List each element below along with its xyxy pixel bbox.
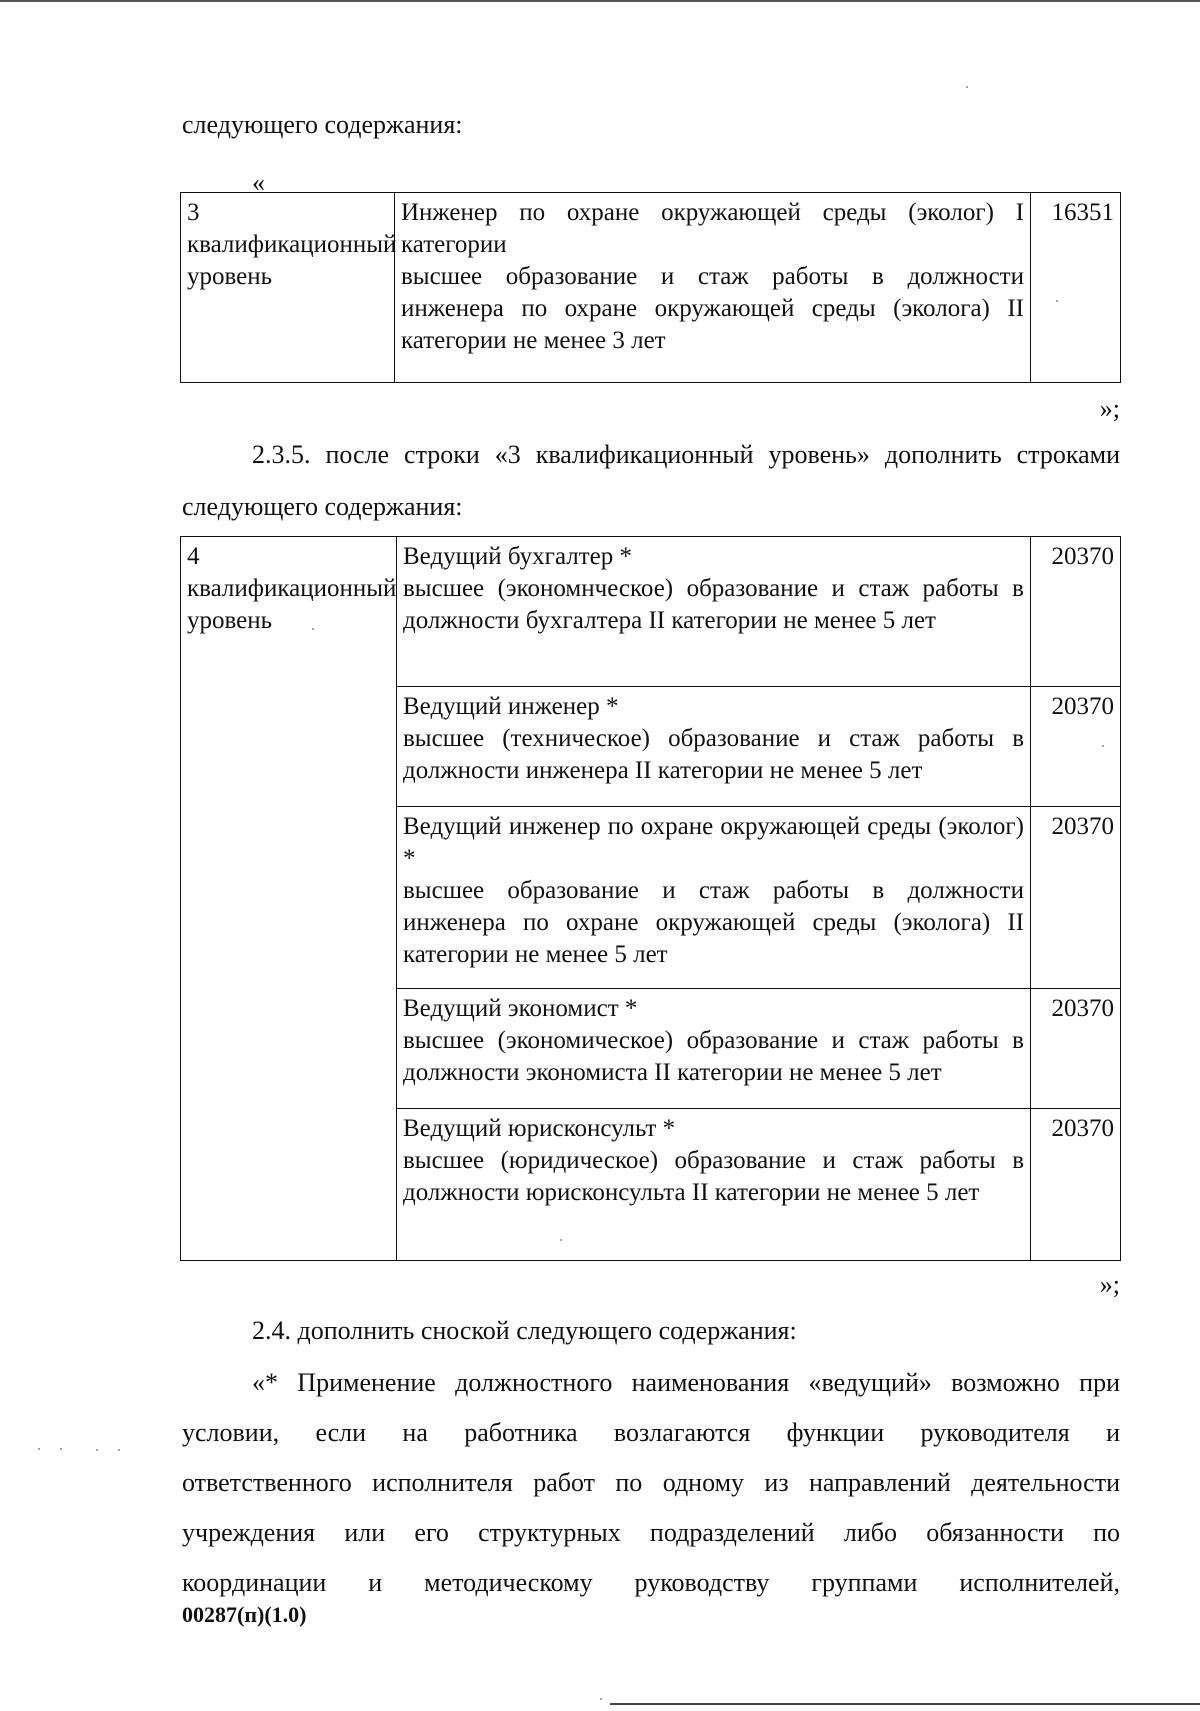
footnote-line: учреждения или его структурных подразделений либо обязанности по	[182, 1518, 1120, 1547]
document-code: 00287(п)(1.0)	[182, 1602, 307, 1627]
scan-speck	[96, 1449, 98, 1451]
position-title: Ведущий инженер по охране окружающей среды (эколог) *	[403, 813, 1024, 872]
scan-speck	[60, 1448, 62, 1450]
position-cell	[397, 807, 1031, 989]
close-quote-1: »;	[1099, 394, 1120, 423]
salary-cell: 20370	[1031, 989, 1121, 1109]
scan-speck	[1056, 300, 1058, 302]
position-title: Ведущий экономист *	[403, 995, 638, 1022]
salary-cell: 20370	[1031, 807, 1121, 989]
top-scan-rule	[0, 0, 1200, 2]
scan-speck	[312, 628, 314, 630]
section-235-line1: 2.3.5. после строки «3 квалификационный уровень» дополнить строками	[252, 440, 1120, 469]
position-title: Ведущий юрисконсульт *	[403, 1115, 676, 1142]
scan-speck	[1102, 745, 1104, 747]
open-quote: «	[252, 168, 265, 197]
position-cell	[397, 989, 1031, 1109]
position-requirement: высшее (экономическое) образование и стаж работы в должности экономиста II категории не менее 5 лет	[403, 1027, 1024, 1086]
position-cell	[397, 537, 1031, 687]
position-cell	[395, 193, 1031, 383]
salary-cell: 20370	[1031, 537, 1121, 687]
table-level-3	[180, 192, 1121, 383]
intro-line: следующего содержания:	[182, 110, 463, 139]
table-row	[181, 193, 1121, 383]
table-row	[181, 537, 1121, 687]
position-requirement: высшее образование и стаж работы в должности инженера по охране окружающей среды (эколога) II категории не менее 5 лет	[403, 877, 1024, 968]
section-24-heading: 2.4. дополнить сноской следующего содержания:	[252, 1316, 797, 1345]
section-235-line2: следующего содержания:	[182, 492, 463, 521]
position-cell	[397, 687, 1031, 807]
position-requirement: высшее (техническое) образование и стаж работы в должности инженера II категории не менее 5 лет	[403, 725, 1024, 784]
footnote-line: «* Применение должностного наименования «ведущий» возможно при	[252, 1368, 1120, 1397]
bottom-scan-rule	[610, 1703, 1200, 1705]
scan-speck	[118, 1449, 120, 1451]
scan-speck	[560, 1239, 562, 1241]
salary-cell: 20370	[1031, 687, 1121, 807]
scan-speck	[38, 1448, 40, 1450]
position-requirement: высшее (юридическое) образование и стаж работы в должности юрисконсульта II категории не менее 5 лет	[403, 1147, 1024, 1206]
close-quote-2: »;	[1099, 1270, 1120, 1299]
salary-cell: 16351	[1031, 193, 1121, 383]
position-title: Инженер по охране окружающей среды (эколог) I категории	[401, 199, 1024, 258]
footnote-line: координации и методическому руководству группами исполнителей,	[182, 1568, 1120, 1597]
level-cell: 4 квалификационный уровень	[181, 537, 397, 1261]
position-requirement: высшее (экономнческое) образование и стаж работы в должности бухгалтера II категории не менее 5 лет	[403, 575, 1024, 634]
position-title: Ведущий инженер *	[403, 693, 619, 720]
footnote-line: условии, если на работника возлагаются функции руководителя и	[182, 1418, 1120, 1447]
scan-speck	[600, 1698, 602, 1700]
table-level-4	[180, 536, 1121, 1261]
footnote-line: ответственного исполнителя работ по одному из направлений деятельности	[182, 1468, 1120, 1497]
salary-cell: 20370	[1031, 1109, 1121, 1261]
level-cell: 3 квалификационный уровень	[181, 193, 395, 383]
scan-speck	[966, 86, 968, 88]
position-requirement: высшее образование и стаж работы в должности инженера по охране окружающей среды (эколога) II категории не менее 3 лет	[401, 263, 1024, 354]
position-title: Ведущий бухгалтер *	[403, 543, 633, 570]
position-cell	[397, 1109, 1031, 1261]
